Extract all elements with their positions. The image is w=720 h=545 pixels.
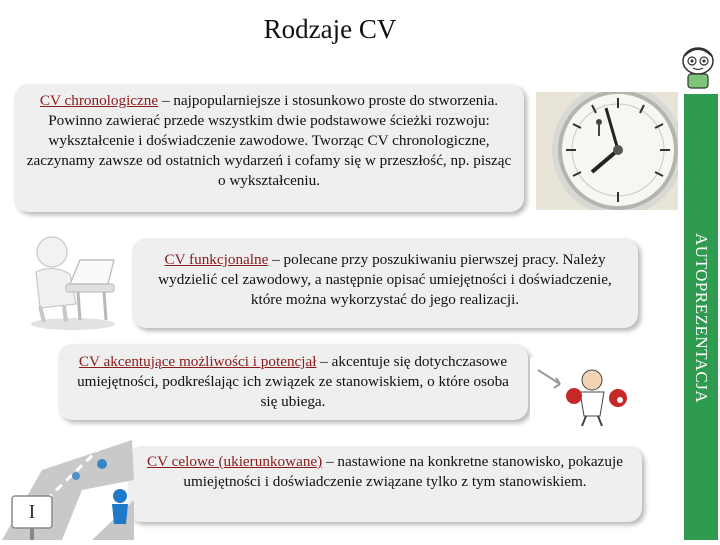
boxer-icon [530,358,650,428]
cv-potential-text: – akcentuje się dotychczasowe umiejętności, podkreślając ich związek ze stanowiskiem, o które osoba się ubiega. [77,353,509,410]
mascot-icon [676,44,720,90]
side-label [688,100,714,536]
cv-chronological-keyword: CV chronologiczne [39,92,159,109]
roads-signpost-illustration [2,440,134,540]
page-title: Rodzaje CV [263,14,397,44]
cv-potential-keyword: CV akcentujące możliwości i potencjał [78,353,317,370]
cv-functional-box [132,238,638,328]
signpost-letter: I [28,500,36,523]
cv-targeted-text: – nastawione na konkretne stanowisko, pokazuje umiejętności i doświadczenie związane tylko z tym stanowiskiem. [183,453,623,490]
cv-targeted-keyword: CV celowe (ukierunkowane) [147,453,323,470]
cv-chronological-box [14,84,524,212]
side-label-text: AUTOPREZENTACJA [692,232,711,404]
clock-icon [536,92,678,210]
person-laptop-icon [18,226,128,332]
cv-functional-text: – polecane przy poszukiwaniu pierwszej pracy. Należy wydzielić cel zawodowy, a następnie opisać umiejętności i doświadczenie, które można wykorzystać do jego realizacji. [158,251,612,308]
cv-targeted-box [128,446,642,522]
cv-potential-box [58,344,528,420]
cv-chronological-text: – najpopularniejsze i stosunkowo proste do stworzenia. Powinno zawierać przede wszystkim dwie podstawowe ścieżki rozwoju: wykształcenie i doświadczenie zawodowe. Tworząc CV chronologiczne, zaczynamy zawsze od ostatnich wydarzeń i cofamy się w przeszłość, np. pisząc o wykształceniu. [26,92,512,189]
cv-functional-keyword: CV funkcjonalne [164,251,269,268]
